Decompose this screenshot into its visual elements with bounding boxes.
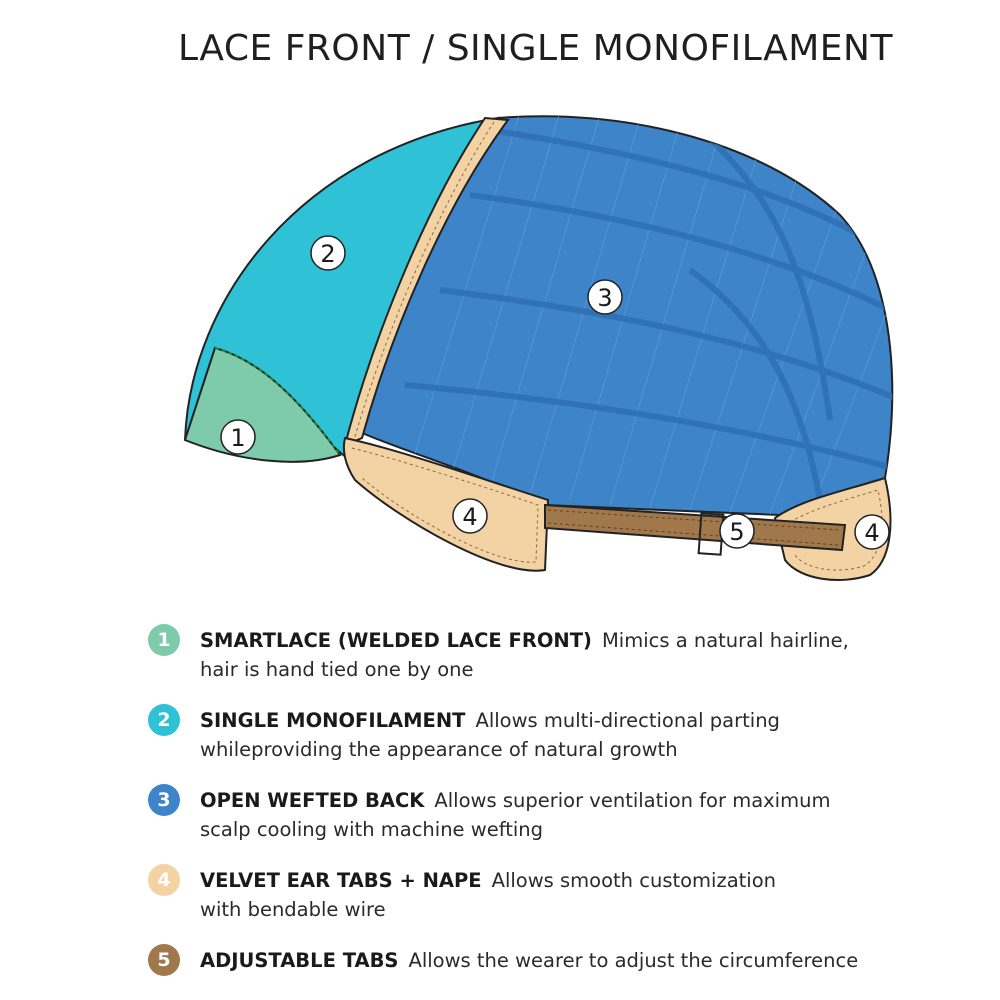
svg-text:5: 5 — [729, 518, 745, 546]
callout-5 — [720, 514, 754, 548]
svg-text:4: 4 — [864, 519, 880, 547]
legend-desc-continued: with bendable wire — [200, 898, 386, 921]
legend-desc: Allows superior ventilation for maximum — [434, 789, 831, 812]
legend-desc: Allows smooth customization — [491, 869, 777, 892]
legend-badge: 1 — [148, 624, 180, 656]
legend-badge: 4 — [148, 864, 180, 896]
legend-desc: Mimics a natural hairline, — [601, 629, 849, 652]
legend-badge: 3 — [148, 784, 180, 816]
legend-term: VELVET EAR TABS + NAPE — [200, 869, 482, 892]
legend-term: SINGLE MONOFILAMENT — [200, 709, 466, 732]
legend-badge: 5 — [148, 944, 180, 976]
svg-text:4: 4 — [462, 503, 478, 531]
legend-badge: 2 — [148, 704, 180, 736]
svg-text:2: 2 — [320, 240, 336, 268]
callout-4-nape — [855, 515, 889, 549]
legend-term: ADJUSTABLE TABS — [200, 949, 399, 972]
callout-4-front — [453, 499, 487, 533]
svg-text:3: 3 — [597, 284, 613, 312]
legend-desc-continued: scalp cooling with machine wefting — [200, 818, 544, 841]
legend-desc-continued: whileproviding the appearance of natural growth — [200, 738, 678, 761]
callout-1 — [221, 420, 255, 454]
legend-desc: Allows multi-directional parting — [475, 709, 780, 732]
legend-term: OPEN WEFTED BACK — [200, 789, 425, 812]
svg-text:1: 1 — [230, 424, 246, 452]
diagram-title: LACE FRONT / SINGLE MONOFILAMENT — [178, 28, 893, 69]
callout-3 — [588, 280, 622, 314]
legend-term: SMARTLACE (WELDED LACE FRONT) — [200, 629, 592, 652]
legend-desc: Allows the wearer to adjust the circumference — [408, 949, 859, 972]
callout-2 — [311, 236, 345, 270]
legend-desc-continued: hair is hand tied one by one — [200, 658, 474, 681]
